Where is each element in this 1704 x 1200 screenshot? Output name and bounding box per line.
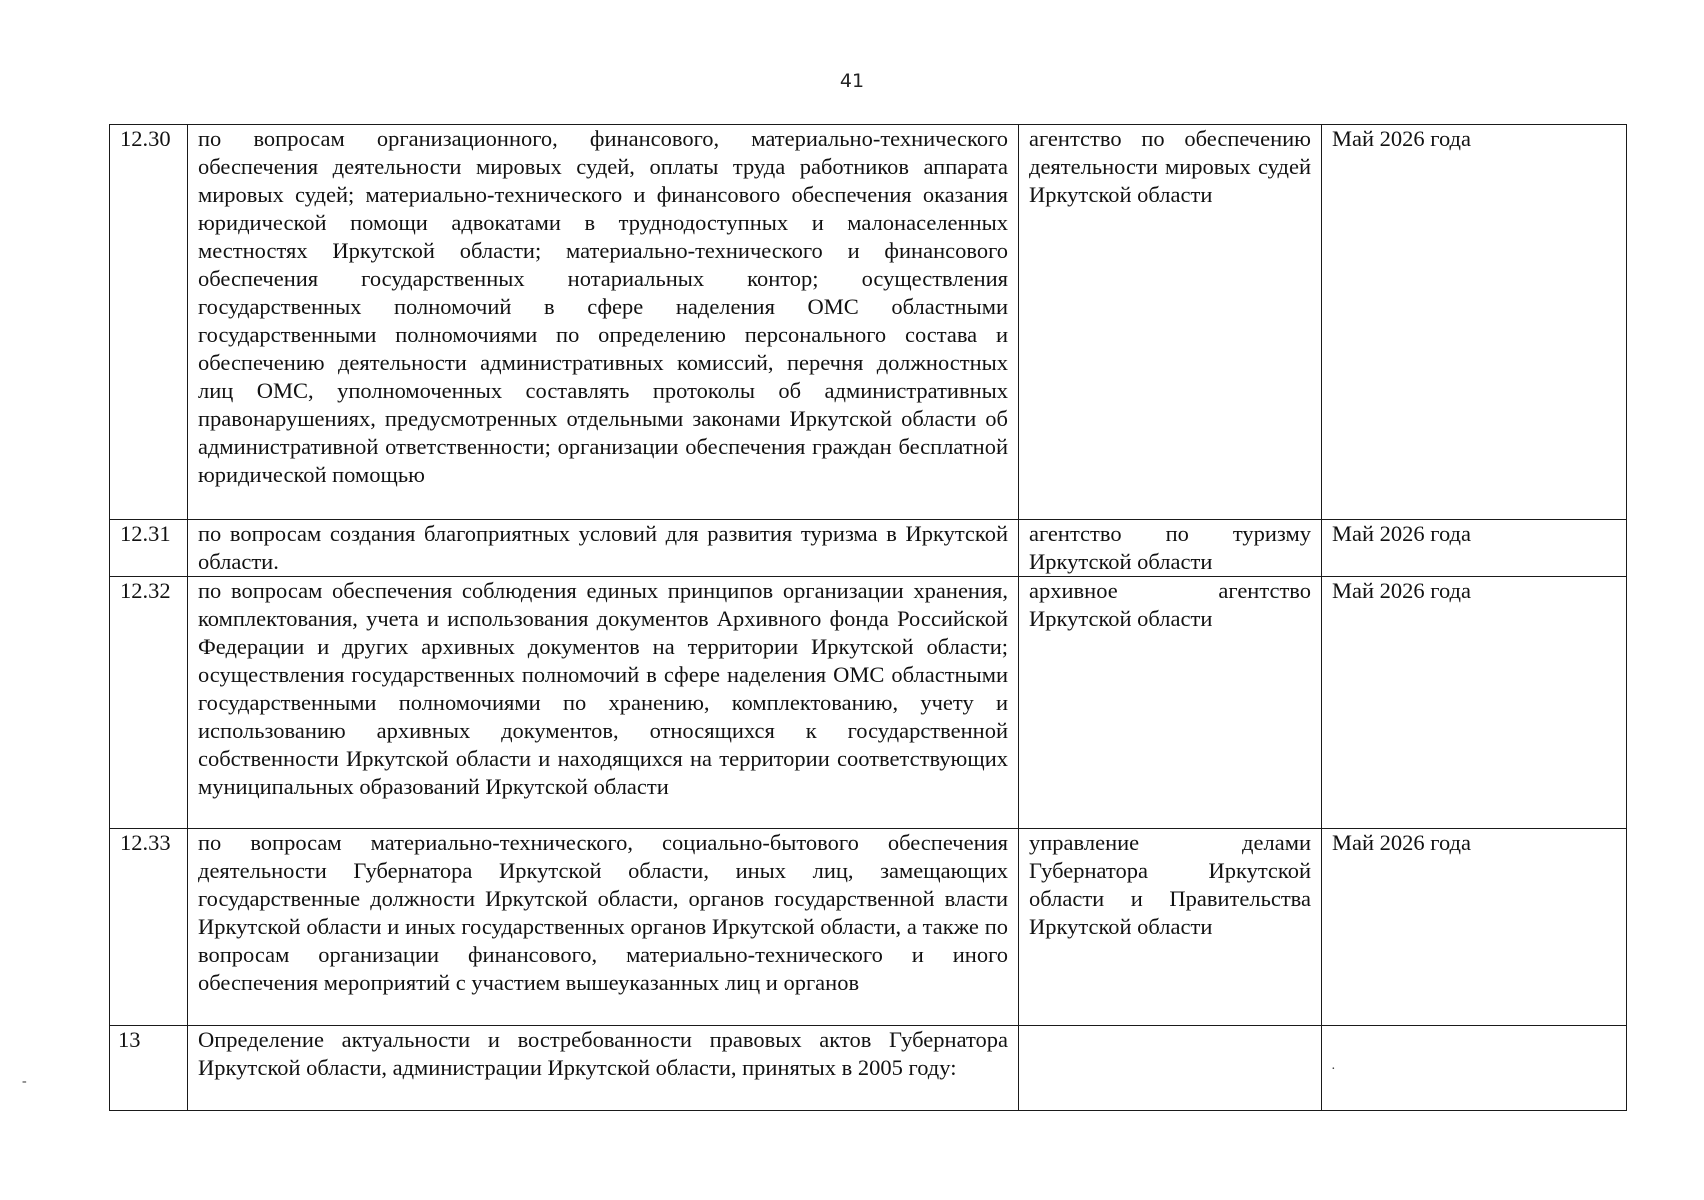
row-number-cell bbox=[110, 520, 188, 577]
table-row bbox=[110, 125, 1627, 520]
row-deadline: Май 2026 года bbox=[1332, 126, 1471, 151]
row-number: 12.33 bbox=[120, 830, 171, 855]
responsible-cell bbox=[1019, 1026, 1322, 1111]
table-row bbox=[110, 1026, 1627, 1111]
description-cell bbox=[188, 520, 1019, 577]
row-description: по вопросам обеспечения соблюдения единых принципов организации хранения, комплектования, учета и использования документов Архивного фонда Российской Федерации и других архивных документов на территории Иркутской области; осуществления государственных полномочий в сфере наделения ОМС областными государственными полномочиями по хранению, комплектованию, учету и использованию архивных документов, относящихся к государственной собственности Иркутской области и находящихся на территории соответствующих муниципальных образований Иркутской области bbox=[198, 578, 1008, 799]
description-cell bbox=[188, 1026, 1019, 1111]
table-row bbox=[110, 520, 1627, 577]
row-number: 12.32 bbox=[120, 578, 171, 603]
row-description: по вопросам создания благоприятных условий для развития туризма в Иркутской области. bbox=[198, 521, 1008, 574]
deadline-cell bbox=[1322, 829, 1627, 1026]
table-row bbox=[110, 829, 1627, 1026]
responsible-cell bbox=[1019, 125, 1322, 520]
row-number: 12.31 bbox=[120, 521, 171, 546]
row-number-cell bbox=[110, 125, 188, 520]
plan-table bbox=[109, 124, 1627, 1111]
responsible-cell bbox=[1019, 577, 1322, 829]
deadline-cell bbox=[1322, 520, 1627, 577]
row-description: по вопросам материально-технического, социально-бытового обеспечения деятельности Губернатора Иркутской области, иных лиц, замещающих государственные должности Иркутской области, органов государственной власти Иркутской области и иных государственных органов Иркутской области, а также по вопросам организации финансового, материально-технического и иного обеспечения мероприятий с участием вышеуказанных лиц и органов bbox=[198, 830, 1008, 995]
row-description: по вопросам организационного, финансового, материально-технического обеспечения деятельности мировых судей, оплаты труда работников аппарата мировых судей; материально-технического и финансового обеспечения оказания юридической помощи адвокатами в труднодоступных и малонаселенных местностях Иркутской области; материально-технического и финансового обеспечения государственных нотариальных контор; осуществления государственных полномочий в сфере наделения ОМС областными государственными полномочиями по определению персонального состава и обеспечению деятельности административных комиссий, перечня должностных лиц ОМС, уполномоченных составлять протоколы об административных правонарушениях, предусмотренных отдельными законами Иркутской области об административной ответственности; организации обеспечения граждан бесплатной юридической помощью bbox=[198, 126, 1008, 487]
description-cell bbox=[188, 125, 1019, 520]
row-responsible: агентство по обеспечению деятельности мировых судей Иркутской области bbox=[1029, 126, 1311, 207]
row-number-cell bbox=[110, 577, 188, 829]
row-description: Определение актуальности и востребованности правовых актов Губернатора Иркутской области, администрации Иркутской области, принятых в 2005 году: bbox=[198, 1027, 1008, 1080]
deadline-cell bbox=[1322, 577, 1627, 829]
row-number-cell bbox=[110, 1026, 188, 1111]
row-responsible: архивное агентство Иркутской области bbox=[1029, 578, 1311, 631]
scan-speck: - bbox=[22, 1074, 27, 1089]
deadline-cell bbox=[1322, 125, 1627, 520]
table-row bbox=[110, 577, 1627, 829]
row-deadline: Май 2026 года bbox=[1332, 578, 1471, 603]
row-deadline: Май 2026 года bbox=[1332, 830, 1471, 855]
row-number-cell bbox=[110, 829, 188, 1026]
row-number: 13 bbox=[118, 1027, 141, 1052]
row-responsible: агентство по туризму Иркутской области bbox=[1029, 521, 1311, 574]
page-number: 41 bbox=[839, 70, 865, 92]
responsible-cell bbox=[1019, 829, 1322, 1026]
row-deadline: Май 2026 года bbox=[1332, 521, 1471, 546]
row-responsible: управление делами Губернатора Иркутской области и Правительства Иркутской области bbox=[1029, 830, 1311, 939]
scan-speck: · bbox=[1331, 1062, 1336, 1077]
description-cell bbox=[188, 577, 1019, 829]
description-cell bbox=[188, 829, 1019, 1026]
row-number: 12.30 bbox=[120, 126, 171, 151]
responsible-cell bbox=[1019, 520, 1322, 577]
deadline-cell bbox=[1322, 1026, 1627, 1111]
